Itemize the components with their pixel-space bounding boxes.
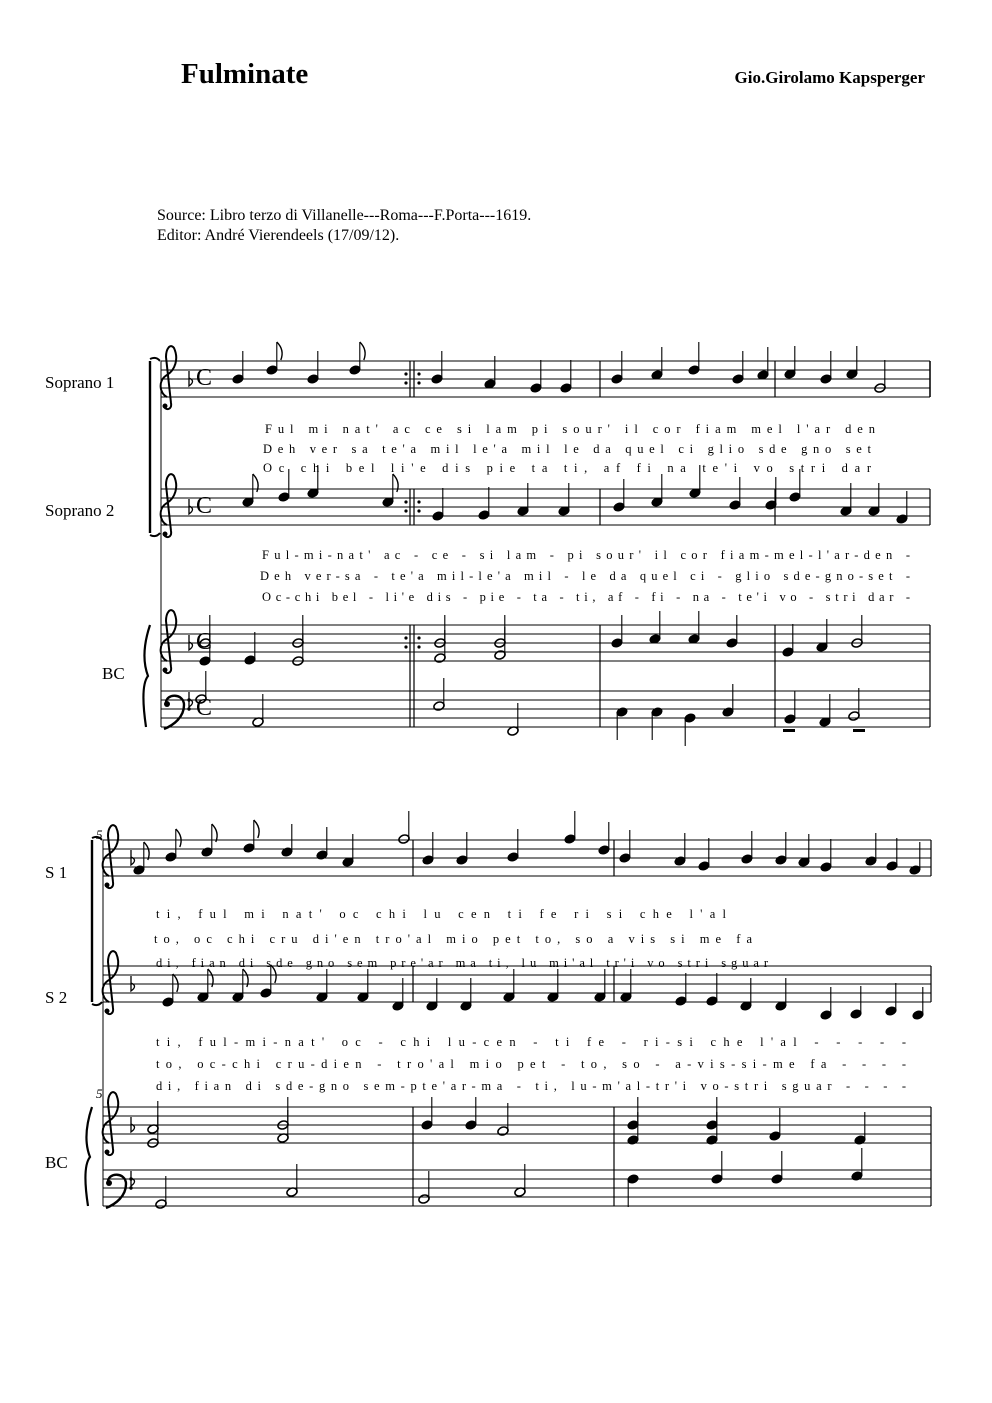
flat-sign [131, 1171, 135, 1186]
flat-sign [131, 1117, 135, 1132]
repeat-dot [417, 372, 420, 375]
measure-number: 5 [96, 827, 103, 842]
flat-sign [189, 692, 193, 707]
lyric-line: to, oc chi cru di'en tro'al mio pet to, so a vis si me fa [154, 932, 752, 946]
label-soprano-2: Soprano 2 [45, 501, 115, 520]
composer: Gio.Girolamo Kapsperger [734, 68, 925, 87]
source-line: Source: Libro terzo di Villanelle---Roma---F.Porta---1619. [157, 207, 532, 224]
editor-line: Editor: André Vierendeels (17/09/12). [157, 227, 400, 244]
flat-sign [189, 499, 193, 514]
lyric-line: Ful-mi-nat' ac - ce - si lam - pi sour' il cor fiam-mel-l'ar-den - [262, 548, 911, 562]
repeat-dot [417, 645, 420, 648]
treble-clef [161, 474, 177, 537]
lyric-line: ti, ful mi nat' oc chi lu cen ti fe ri si che l'al [156, 907, 726, 921]
label-soprano-1: Soprano 1 [45, 373, 115, 392]
treble-clef [103, 1092, 119, 1155]
repeat-dot [404, 636, 407, 639]
treble-clef [161, 610, 177, 673]
time-signature: C [196, 695, 213, 721]
flat-sign [131, 976, 135, 991]
lyric-line: ti, ful-mi-nat' oc - chi lu-cen - ti fe - ri-si che l'al - - - - - [156, 1035, 907, 1049]
repeat-dot [404, 645, 407, 648]
flat-sign [189, 371, 193, 386]
repeat-dot [404, 381, 407, 384]
lyric-line: Oc-chi bel - li'e dis - pie - ta - ti, af - fi - na - te'i vo - stri dar - [262, 590, 910, 604]
lyric-line: to, oc-chi cru-dien - tro'al mio pet - to, so - a-vis-si-me fa - - - - [156, 1057, 906, 1071]
lyric-line: di, fian di sde gno sem pre'ar ma ti, lu mi'al tr'i vo stri sguar [156, 956, 768, 970]
treble-clef [161, 346, 177, 409]
note-flag [277, 342, 282, 360]
lyric-line: Ful mi nat' ac ce si lam pi sour' il cor fiam mel l'ar den [265, 422, 876, 436]
repeat-dot [417, 636, 420, 639]
lyric-line: di, fian di sde-gno sem-pte'ar-ma - ti, lu-m'al-tr'i vo-stri sguar - - - - [156, 1079, 907, 1093]
time-signature: C [196, 493, 213, 519]
label-bc: BC [102, 664, 125, 683]
bracket-hook [150, 533, 160, 536]
bracket-hook [150, 358, 160, 361]
label-bc-short: BC [45, 1153, 68, 1172]
bass-clef [106, 1175, 133, 1208]
treble-clef [103, 825, 119, 888]
repeat-dot [404, 500, 407, 503]
grand-staff-brace [143, 625, 150, 727]
lyric-line: Deh ver sa te'a mil le'a mil le da quel ci glio sde gno set [263, 442, 871, 456]
lyric-line: Oc chi bel li'e dis pie ta ti, af fi na te'i vo stri dar [263, 461, 871, 475]
time-signature: C [196, 365, 213, 391]
page-title: Fulminate [181, 58, 309, 90]
rest [783, 729, 795, 732]
treble-clef [103, 951, 119, 1014]
repeat-dot [404, 509, 407, 512]
repeat-dot [417, 500, 420, 503]
repeat-dot [417, 381, 420, 384]
note-flag [254, 820, 259, 838]
note-flag [176, 829, 181, 847]
note-flag [212, 824, 217, 842]
note-flag [360, 342, 365, 360]
repeat-dot [417, 509, 420, 512]
flat-sign [131, 850, 135, 865]
grand-staff-brace [85, 1107, 92, 1206]
lyric-line: Deh ver-sa - te'a mil-le'a mil - le da quel ci - glio sde-gno-set - [260, 569, 910, 583]
label-s2-short: S 2 [45, 988, 68, 1007]
flat-sign [189, 635, 193, 650]
time-signature: C [196, 629, 213, 655]
note-flag [173, 974, 178, 992]
label-s1-short: S 1 [45, 863, 68, 882]
note-flag [144, 842, 149, 860]
bracket-hook [92, 1002, 102, 1005]
bass-clef [164, 696, 191, 729]
repeat-dot [404, 372, 407, 375]
measure-number-bc: 5 [96, 1086, 103, 1101]
rest [853, 729, 865, 732]
